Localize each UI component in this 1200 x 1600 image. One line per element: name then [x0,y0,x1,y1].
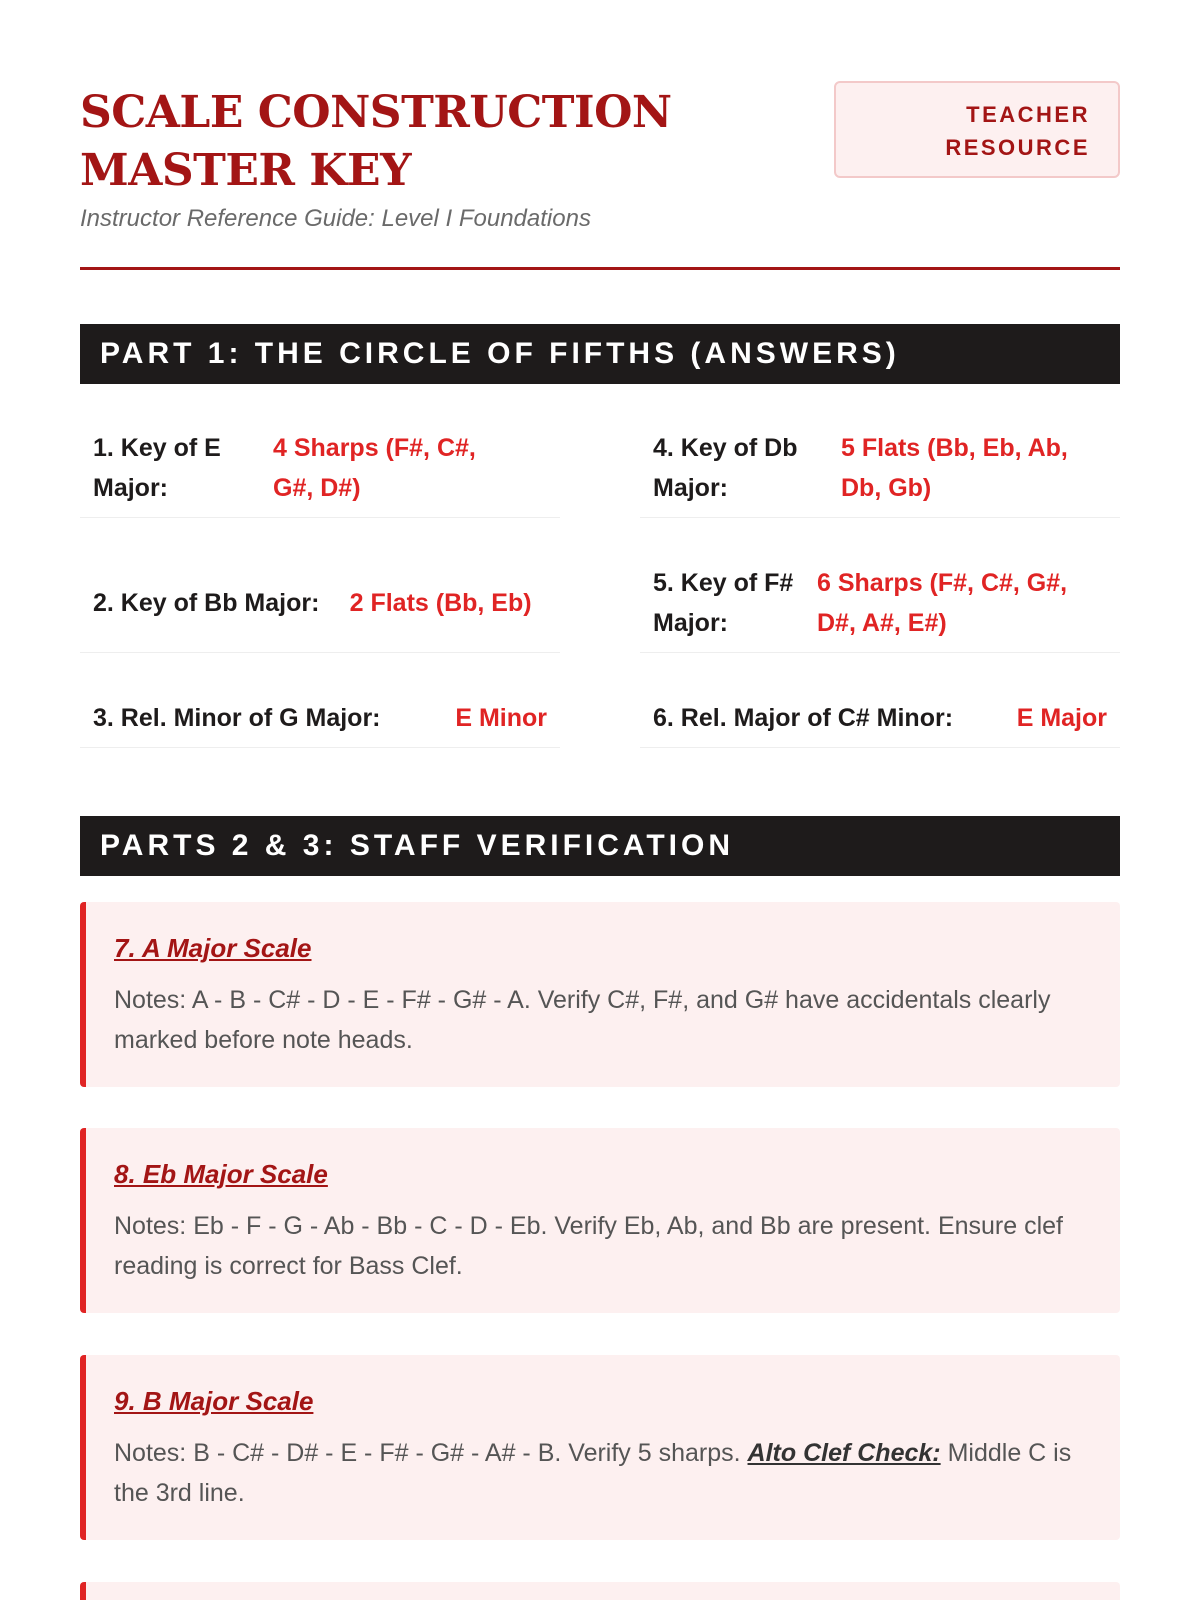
answer-item-2 [80,553,560,653]
answer-value: 6 Sharps (F#, C#, G#, D#, A#, E#) [817,568,1068,637]
alto-clef-check-label: Alto Clef Check: [747,1439,941,1467]
question-label: 4. Key of Db Major: [653,433,798,502]
teacher-resource-badge: TEACHER RESOURCE [834,81,1120,178]
scale-card-next [80,1582,1120,1600]
answer-value: E Minor [455,703,547,732]
card-title: 8. Eb Major Scale [114,1159,328,1189]
card-text-after: Middle C is the 3rd line. [114,1439,1072,1507]
answer-item-5 [640,553,1120,653]
scale-card-eb-major [80,1128,1120,1313]
part1-heading: PART 1: THE CIRCLE OF FIFTHS (ANSWERS) [80,324,1120,384]
answer-item-6 [640,688,1120,748]
answer-item-1 [80,418,560,518]
question-label: 1. Key of E Major: [93,433,221,502]
answer-value: 2 Flats (Bb, Eb) [349,588,532,617]
answer-value: 5 Flats (Bb, Eb, Ab, Db, Gb) [841,433,1068,502]
card-title: 7. A Major Scale [114,933,312,963]
card-text [114,1433,1090,1513]
part2-heading: PARTS 2 & 3: STAFF VERIFICATION [80,816,1120,876]
answer-value: 4 Sharps (F#, C#, G#, D#) [273,433,476,502]
question-label: 5. Key of F# Major: [653,568,794,637]
scale-card-b-major [80,1355,1120,1540]
answer-item-3 [80,688,560,748]
page-title: SCALE CONSTRUCTION MASTER KEY [80,87,672,196]
question-label: 2. Key of Bb Major: [93,588,320,617]
answer-item-4 [640,418,1120,518]
question-label: 3. Rel. Minor of G Major: [93,703,381,732]
question-label: 6. Rel. Major of C# Minor: [653,703,954,732]
page-subtitle: Instructor Reference Guide: Level I Foundations [80,205,591,232]
card-text: Notes: Eb - F - G - Ab - Bb - C - D - Eb. Verify Eb, Ab, and Bb are present. Ensure clef reading is correct for Bass Clef. [114,1212,1063,1280]
card-title: 9. B Major Scale [114,1386,314,1416]
answer-key-page [80,0,1120,1600]
answer-value: E Major [1016,703,1107,732]
card-text: Notes: A - B - C# - D - E - F# - G# - A. Verify C#, F#, and G# have accidentals clearly marked before note heads. [114,986,1051,1054]
card-text-main: Notes: B - C# - D# - E - F# - G# - A# - B. Verify 5 sharps. [114,1439,741,1467]
page-header [80,84,1120,270]
scale-card-a-major [80,902,1120,1087]
